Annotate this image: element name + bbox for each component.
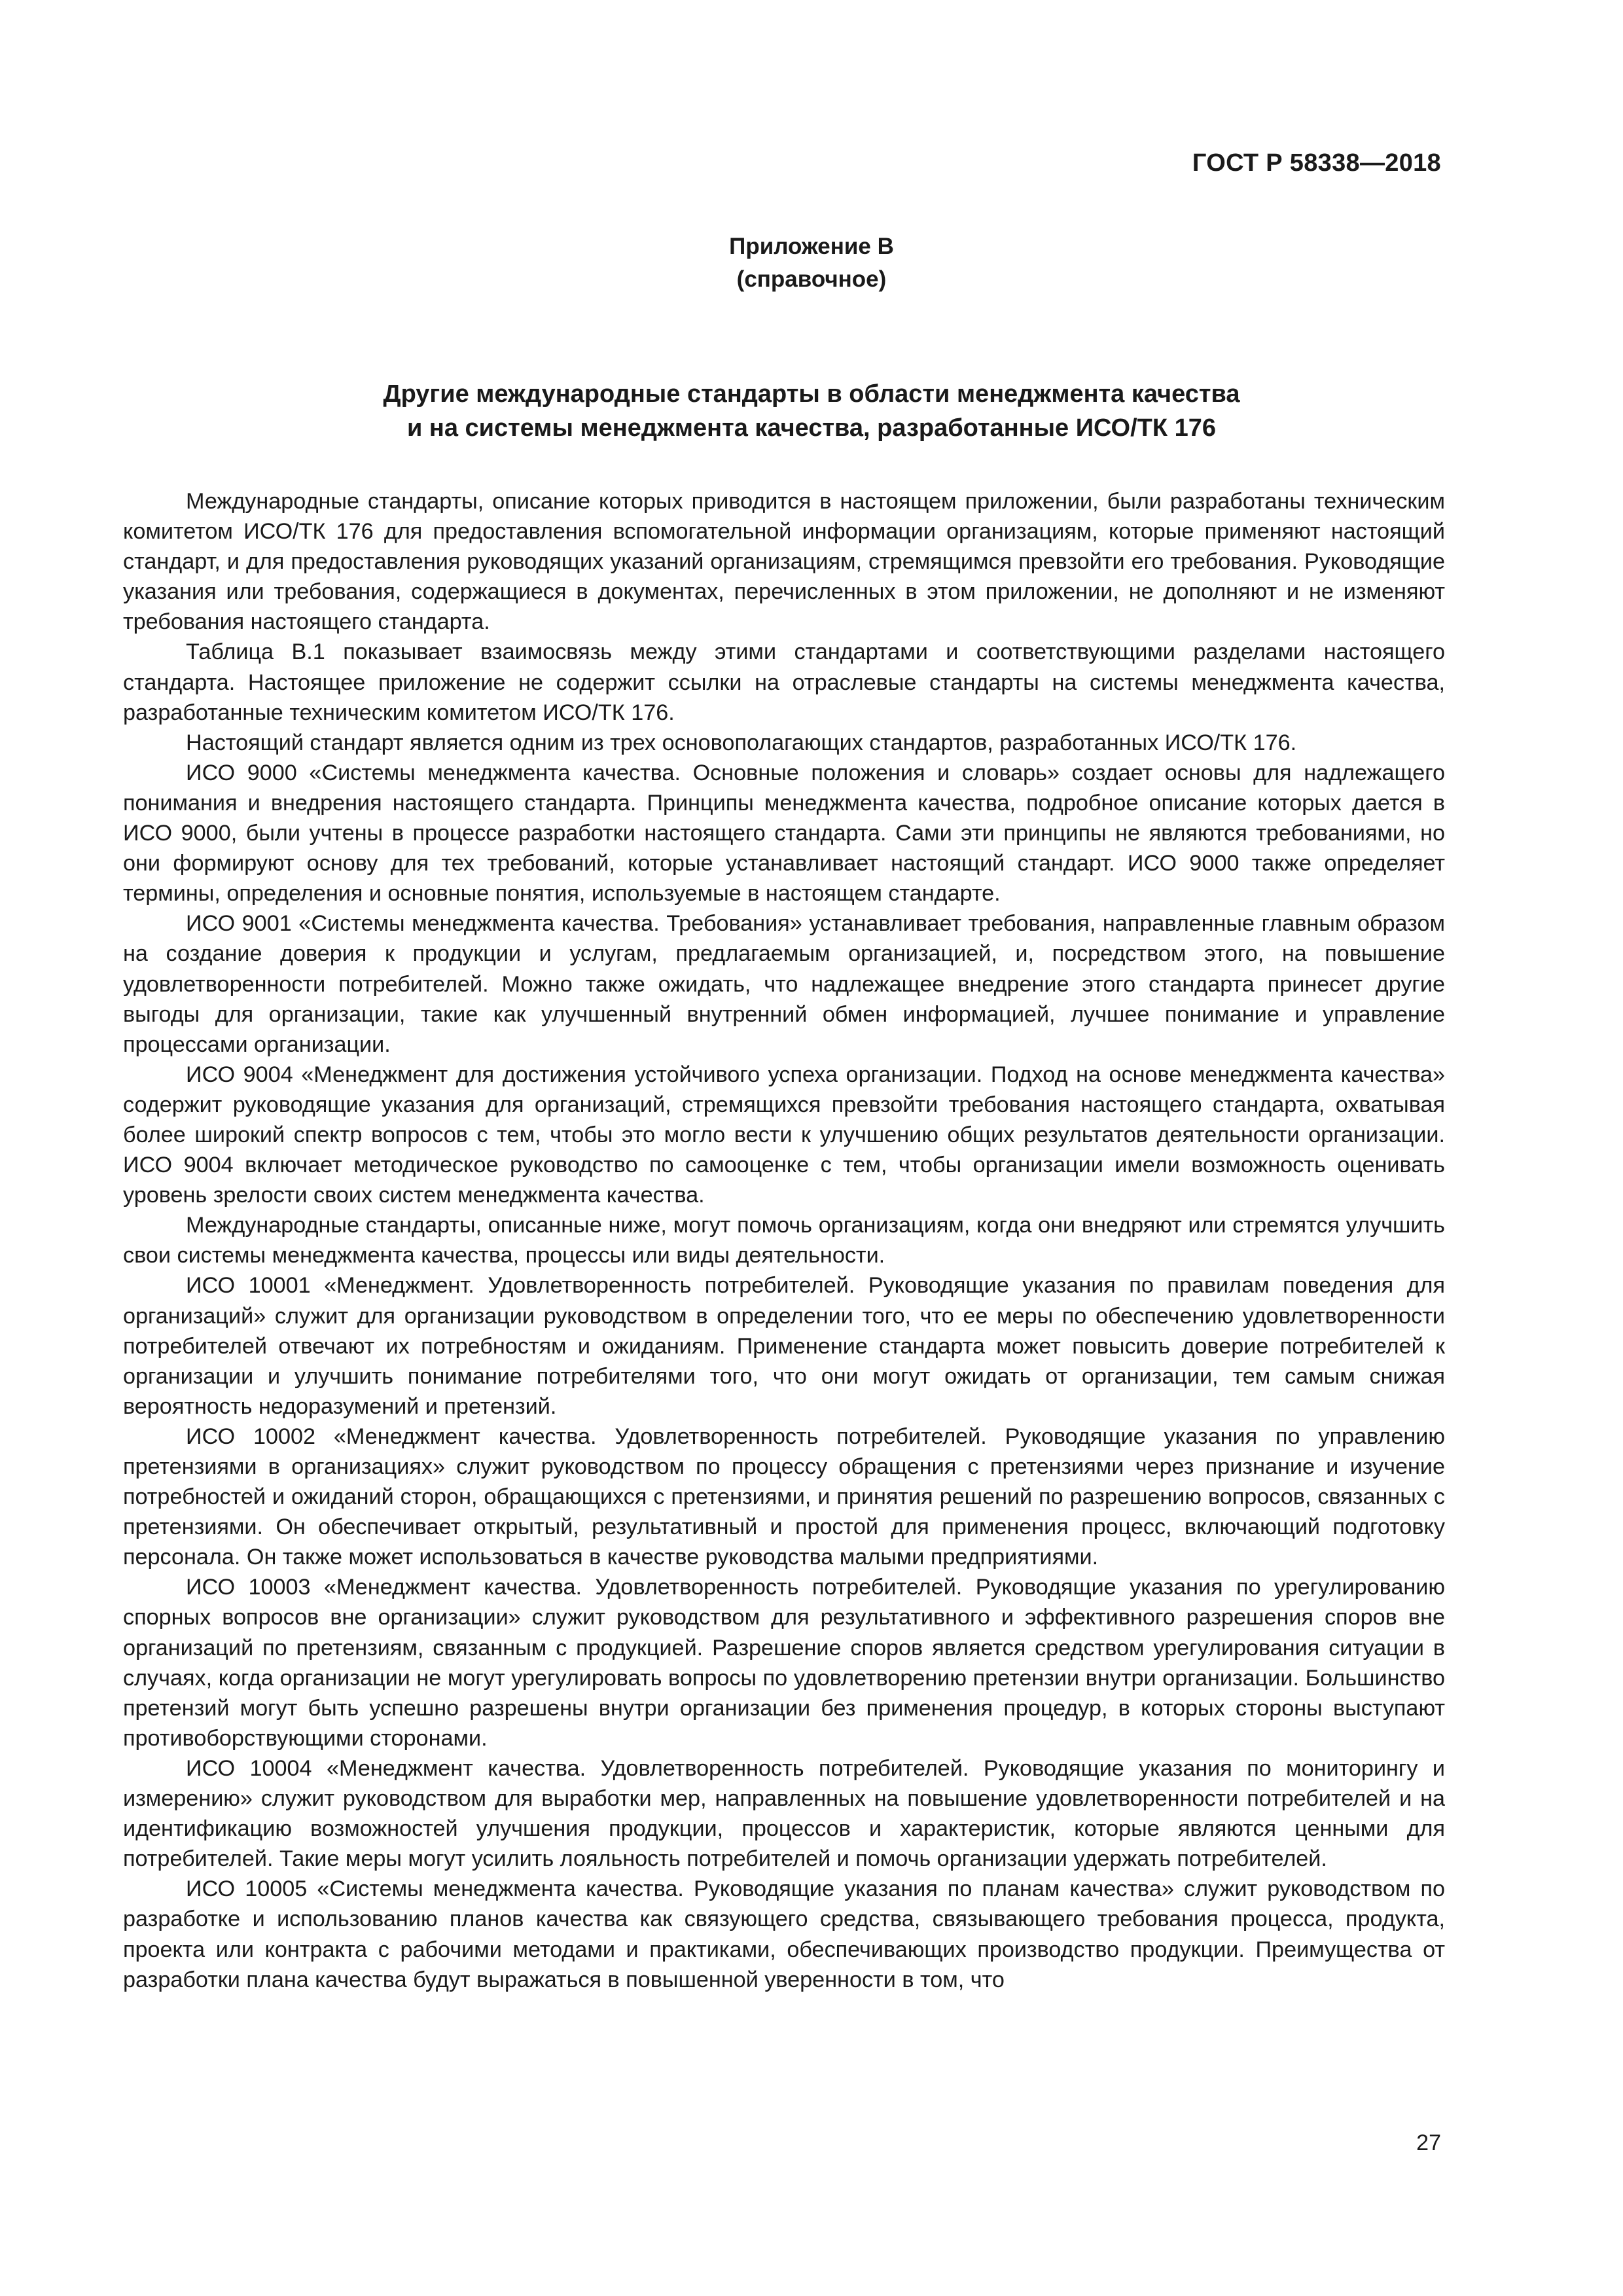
paragraph: Настоящий стандарт является одним из трех основополагающих стандартов, разработанных ИСО/ТК 176. — [186, 730, 1297, 755]
heading-line-1: Другие международные стандарты в области менеджмента качества — [383, 380, 1240, 408]
heading-line-2: и на системы менеджмента качества, разработанные ИСО/ТК 176 — [406, 414, 1217, 442]
section-heading — [0, 377, 1623, 445]
appendix-title-block — [0, 230, 1623, 296]
paragraph: Международные стандарты, описание которых приводится в настоящем приложении, были разработаны техническим комитетом ИСО/ТК 176 для предоставления вспомогательной информации организациям, которые применяют настоящий стандарт, и для предоставления руководящих указаний организациям, стремящимся превзойти его требования. Руководящие указания или требования, содержащиеся в документах, перечисленных в этом приложении, не дополняют и не изменяют требования настоящего стандарта. — [123, 489, 1445, 635]
paragraph: ИСО 9001 «Системы менеджмента качества. Требования» устанавливает требования, направленные главным образом на создание доверия к продукции и услугам, предлагаемым организацией, и, посредством этого, на повышение удовлетворенности потребителей. Можно также ожидать, что надлежащее внедрение этого стандарта принесет другие выгоды для организации, такие как улучшенный внутренний обмен информацией, лучшее понимание и управление процессами организации. — [123, 911, 1445, 1057]
appendix-status: (справочное) — [736, 266, 887, 292]
body-text — [123, 486, 1445, 1995]
page-number: 27 — [1416, 2130, 1441, 2155]
paragraph: ИСО 10001 «Менеджмент. Удовлетворенность потребителей. Руководящие указания по правилам поведения для организаций» служит для организации руководством в определении того, что ее меры по обеспечению удовлетворенности потребителей отвечают их потребностям и ожиданиям. Применение стандарта может повысить доверие потребителей к организации и улучшить понимание потребителями того, что они могут ожидать от организации, тем самым снижая вероятность недоразумений и претензий. — [123, 1273, 1445, 1419]
appendix-title: Приложение В — [729, 234, 894, 259]
paragraph: ИСО 10005 «Системы менеджмента качества. Руководящие указания по планам качества» служит руководством по разработке и использованию планов качества как связующего средства, связывающего требования процесса, продукта, проекта или контракта с рабочими методами и практиками, обеспечивающих производство продукции. Преимущества от разработки плана качества будут выражаться в повышенной уверенности в том, что — [123, 1876, 1445, 1992]
paragraph: ИСО 9004 «Менеджмент для достижения устойчивого успеха организации. Подход на основе менеджмента качества» содержит руководящие указания для организаций, стремящихся превзойти требования настоящего стандарта, охватывая более широкий спектр вопросов с тем, чтобы это могло вести к улучшению общих результатов деятельности организации. ИСО 9004 включает методическое руководство по самооценке с тем, чтобы организации имели возможность оценивать уровень зрелости своих систем менеджмента качества. — [123, 1062, 1445, 1208]
paragraph: ИСО 10004 «Менеджмент качества. Удовлетворенность потребителей. Руководящие указания по мониторингу и измерению» служит руководством для выработки мер, направленных на повышение удовлетворенности потребителей и на идентификацию возможностей улучшения продукции, процессов и характеристик, которые являются ценными для потребителей. Такие меры могут усилить лояльность потребителей и помочь организации удержать потребителей. — [123, 1755, 1445, 1872]
paragraph: Международные стандарты, описанные ниже, могут помочь организациям, когда они внедряют или стремятся улучшить свои системы менеджмента качества, процессы или виды деятельности. — [123, 1213, 1445, 1268]
paragraph: ИСО 9000 «Системы менеджмента качества. Основные положения и словарь» создает основы для надлежащего понимания и внедрения настоящего стандарта. Принципы менеджмента качества, подробное описание которых дается в ИСО 9000, были учтены в процессе разработки настоящего стандарта. Сами эти принципы не являются требованиями, но они формируют основу для тех требований, которые устанавливает настоящий стандарт. ИСО 9000 также определяет термины, определения и основные понятия, используемые в настоящем стандарте. — [123, 760, 1445, 906]
paragraph: ИСО 10002 «Менеджмент качества. Удовлетворенность потребителей. Руководящие указания по управлению претензиями в организациях» служит руководством по процессу обращения с претензиями через признание и изучение потребностей и ожиданий сторон, обращающихся с претензиями, и принятия решений по разрешению вопросов, связанных с претензиями. Он обеспечивает открытый, результативный и простой для применения процесс, включающий подготовку персонала. Он также может использоваться в качестве руководства малыми предприятиями. — [123, 1424, 1445, 1570]
document-number: ГОСТ Р 58338—2018 — [1192, 149, 1441, 177]
paragraph: Таблица В.1 показывает взаимосвязь между этими стандартами и соответствующими разделами настоящего стандарта. Настоящее приложение не содержит ссылки на отраслевые стандарты на системы менеджмента качества, разработанные техническим комитетом ИСО/ТК 176. — [123, 639, 1445, 725]
paragraph: ИСО 10003 «Менеджмент качества. Удовлетворенность потребителей. Руководящие указания по урегулированию спорных вопросов вне организации» служит руководством для результативного и эффективного разрешения споров вне организаций по претензиям, связанным с продукцией. Разрешение споров является средством урегулирования ситуации в случаях, когда организации не могут урегулировать вопросы по удовлетворению претензии внутри организации. Большинство претензий могут быть успешно разрешены внутри организации без применения процедур, в которых стороны выступают противоборствующими сторонами. — [123, 1575, 1445, 1751]
